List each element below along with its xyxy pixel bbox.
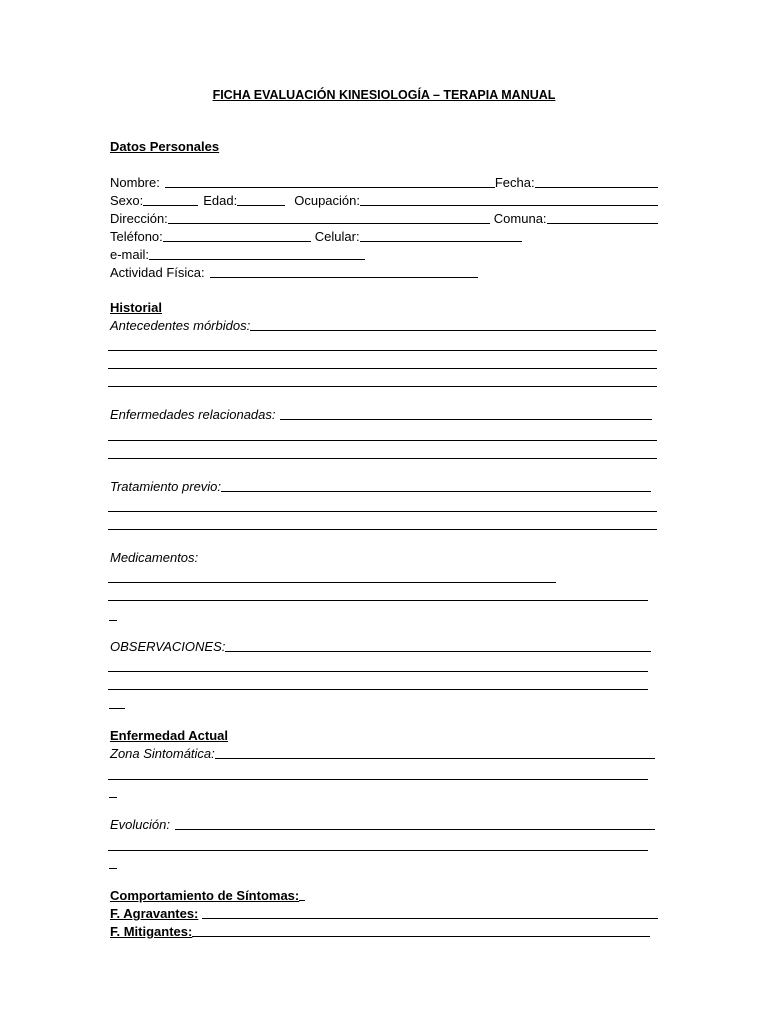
email-label: e-mail: xyxy=(110,246,150,262)
celular-label: Celular: xyxy=(314,228,360,244)
section-heading-historial xyxy=(110,297,658,315)
form-title: FICHA EVALUACIÓN KINESIOLOGÍA – TERAPIA MANUAL xyxy=(212,88,556,102)
row-actividad-fisica xyxy=(110,262,658,280)
enfermedades-label: Enfermedades relacionadas: xyxy=(110,406,276,422)
zona-label: Zona Sintomática: xyxy=(110,745,215,761)
sexo-label: Sexo: xyxy=(110,192,144,208)
agravantes-label: F. Agravantes: xyxy=(110,905,199,921)
direccion-field[interactable] xyxy=(168,211,490,224)
row-direccion-comuna xyxy=(110,208,658,226)
agravantes-field[interactable] xyxy=(202,906,658,919)
section-heading-comportamiento xyxy=(110,885,658,903)
antecedentes-field[interactable] xyxy=(250,318,656,331)
medicamentos-label: Medicamentos: xyxy=(110,549,199,565)
email-field[interactable] xyxy=(149,247,365,260)
comuna-field[interactable] xyxy=(547,211,658,224)
mitigantes-field[interactable] xyxy=(192,924,650,937)
telefono-field[interactable] xyxy=(163,229,311,242)
antecedentes-extra-line[interactable] xyxy=(108,350,657,351)
zona-line-end[interactable] xyxy=(109,797,117,798)
row-mitigantes xyxy=(110,921,650,939)
row-medicamentos xyxy=(110,547,658,565)
enfermedades-extra-line[interactable] xyxy=(108,440,657,441)
edad-label: Edad: xyxy=(203,192,238,208)
section-heading-datos-personales xyxy=(110,136,658,154)
zona-extra-line[interactable] xyxy=(108,779,648,780)
row-observaciones xyxy=(110,636,651,654)
evolucion-line-end[interactable] xyxy=(109,868,117,869)
zona-field[interactable] xyxy=(215,746,655,759)
enfermedades-field[interactable] xyxy=(280,407,653,420)
observaciones-field[interactable] xyxy=(225,639,651,652)
row-email xyxy=(110,244,658,262)
actividad-field[interactable] xyxy=(210,265,478,278)
row-sexo-edad-ocupacion xyxy=(110,190,658,208)
antecedentes-label: Antecedentes mórbidos: xyxy=(110,317,251,333)
row-tratamiento xyxy=(110,476,651,494)
edad-field[interactable] xyxy=(237,193,285,206)
row-zona-sintomatica xyxy=(110,743,655,761)
fecha-label: Fecha: xyxy=(494,174,535,190)
row-agravantes xyxy=(110,903,658,921)
ocupacion-field[interactable] xyxy=(360,193,658,206)
comuna-label: Comuna: xyxy=(493,210,547,226)
section-heading-enfermedad-actual xyxy=(110,725,658,743)
row-telefono-celular xyxy=(110,226,658,244)
enfermedad-actual-heading: Enfermedad Actual xyxy=(110,727,228,743)
tratamiento-extra-line[interactable] xyxy=(108,529,657,530)
nombre-label: Nombre: xyxy=(110,174,160,190)
comportamiento-heading-trail xyxy=(299,888,305,901)
evolucion-field[interactable] xyxy=(175,817,655,830)
evolucion-label: Evolución: xyxy=(110,816,170,832)
medicamentos-line[interactable] xyxy=(108,600,648,601)
mitigantes-label: F. Mitigantes: xyxy=(110,923,193,939)
row-nombre-fecha xyxy=(110,172,658,190)
telefono-label: Teléfono: xyxy=(110,228,163,244)
medicamentos-line[interactable] xyxy=(108,582,556,583)
fecha-field[interactable] xyxy=(535,175,658,188)
observaciones-extra-line[interactable] xyxy=(108,671,648,672)
antecedentes-extra-line[interactable] xyxy=(108,386,657,387)
row-antecedentes xyxy=(110,315,656,333)
historial-heading: Historial xyxy=(110,299,163,315)
comportamiento-heading: Comportamiento de Síntomas: xyxy=(110,887,300,903)
row-evolucion xyxy=(110,814,655,832)
actividad-label: Actividad Física: xyxy=(110,264,205,280)
ocupacion-label: Ocupación: xyxy=(294,192,360,208)
celular-field[interactable] xyxy=(360,229,522,242)
nombre-field[interactable] xyxy=(165,175,495,188)
medicamentos-line-end[interactable] xyxy=(109,620,117,621)
datos-personales-heading: Datos Personales xyxy=(110,138,220,154)
enfermedades-extra-line[interactable] xyxy=(108,458,657,459)
evolucion-extra-line[interactable] xyxy=(108,850,648,851)
observaciones-extra-line[interactable] xyxy=(108,689,648,690)
tratamiento-label: Tratamiento previo: xyxy=(110,478,222,494)
observaciones-line-end[interactable] xyxy=(109,708,125,709)
tratamiento-field[interactable] xyxy=(221,479,651,492)
tratamiento-extra-line[interactable] xyxy=(108,511,657,512)
row-enfermedades xyxy=(110,404,652,422)
direccion-label: Dirección: xyxy=(110,210,168,226)
observaciones-label: OBSERVACIONES: xyxy=(110,638,226,654)
sexo-field[interactable] xyxy=(143,193,198,206)
antecedentes-extra-line[interactable] xyxy=(108,368,657,369)
